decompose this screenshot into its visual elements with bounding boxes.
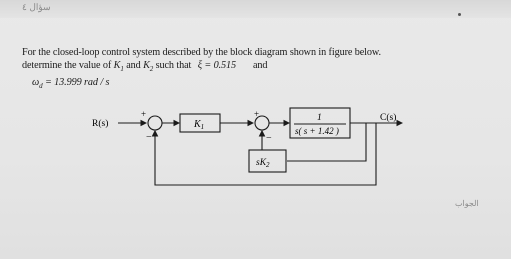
sum2-plus: + — [254, 109, 260, 119]
k1-symbol: $K_1$ — [113, 60, 124, 74]
hidden-guide — [241, 131, 262, 161]
k2-symbol: $K_2$ — [143, 60, 154, 74]
summing-junction-1 — [148, 116, 162, 130]
footer-text: ﺍﻟﺠﻮاب — [455, 199, 479, 208]
output-label: C(s) — [380, 113, 397, 123]
feedback-block-label: $sK_2$ — [256, 158, 270, 169]
zeta-condition: ξ = 0.515 — [197, 60, 237, 71]
question-line-1: For the closed-loop control system described by the block diagram shown in figure below. — [22, 47, 381, 58]
sum1-minus: − — [146, 132, 152, 143]
wd-value: = 13.999 rad / s — [42, 77, 110, 89]
wd-symbol: $\omega_d$ — [32, 77, 43, 91]
sum2-minus: − — [266, 133, 272, 144]
such-that-text: such that — [155, 60, 192, 71]
question-prefix: determine the value of — [22, 60, 112, 71]
sum1-plus: + — [141, 109, 147, 119]
k1-block-label: $K_1$ — [194, 119, 205, 131]
plant-numerator: 1 — [317, 113, 322, 123]
and-text-1: and — [126, 60, 141, 71]
question-number: ﺳﺆال ٤ — [22, 2, 51, 12]
input-label: R(s) — [92, 119, 109, 129]
and-text-2: and — [252, 60, 268, 71]
plant-denominator: s( s + 1.42 ) — [295, 126, 339, 136]
